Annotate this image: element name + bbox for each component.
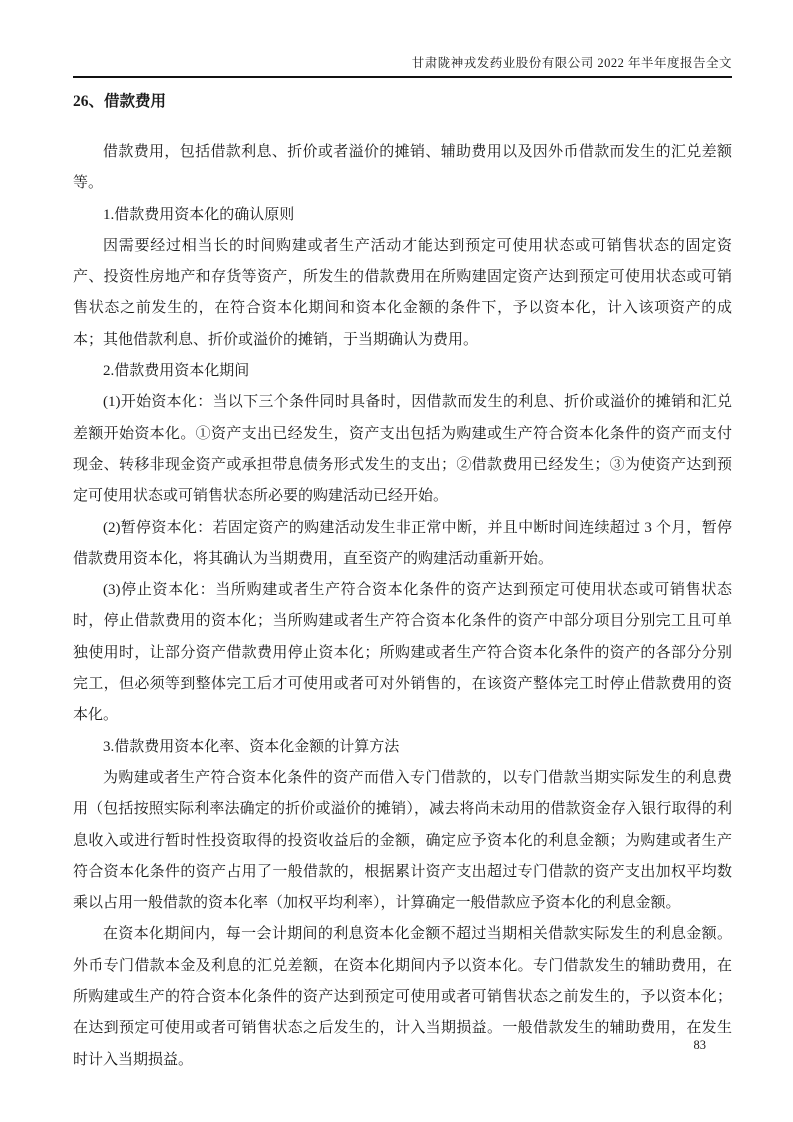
paragraph-recognition-principle: 因需要经过相当长的时间购建或者生产活动才能达到预定可使用状态或可销售状态的固定资产、投资性房地产和存货等资产，所发生的借款费用在所购建固定资产达到预定可使用状态或可销售状态之前发生的，在符合资本化期间和资本化金额的条件下，予以资本化，计入该项资产的成本；其他借款利息、折价或溢价的摊销，于当期确认为费用。 [73,237,732,348]
paragraph-subheading-3: 3.借款费用资本化率、资本化金额的计算方法 [103,738,400,755]
page-header [73,0,732,78]
paragraph-capitalization-period-limit: 在资本化期间内，每一会计期间的利息资本化金额不超过当期相关借款实际发生的利息金额。外币专门借款本金及利息的汇兑差额，在资本化期间内予以资本化。专门借款发生的辅助费用，在所购建或生产的符合资本化条件的资产达到预定可使用或者可销售状态之前发生的，予以资本化；在达到预定可使用或者可销售状态之后发生的，计入当期损益。一般借款发生的辅助费用，在发生时计入当期损益。 [73,926,732,1068]
paragraph-suspend-capitalization: (2)暂停资本化：若固定资产的购建活动发生非正常中断，并且中断时间连续超过 3 个月，暂停借款费用资本化，将其确认为当期费用，直至资产的购建活动重新开始。 [73,519,732,567]
header-title: 甘肃陇神戎发药业股份有限公司 2022 年半年度报告全文 [411,56,732,70]
section-borrowing-costs [73,92,732,1076]
section-heading: 26、借款费用 [73,93,167,110]
paragraph-subheading-1: 1.借款费用资本化的确认原则 [103,206,295,223]
paragraph-calculation-method: 为购建或者生产符合资本化条件的资产而借入专门借款的，以专门借款当期实际发生的利息费用（包括按照实际利率法确定的折价或溢价的摊销），减去将尚未动用的借款资金存入银行取得的利息收入或进行暂时性投资取得的投资收益后的金额，确定应予资本化的利息金额；为购建或者生产符合资本化条件的资产占用了一般借款的，根据累计资产支出超过专门借款的资产支出加权平均数乘以占用一般借款的资本化率（加权平均利率），计算确定一般借款应予资本化的利息金额。 [73,769,732,912]
paragraph-intro: 借款费用，包括借款利息、折价或者溢价的摊销、辅助费用以及因外币借款而发生的汇兑差额等。 [73,144,732,192]
paragraph-stop-capitalization: (3)停止资本化：当所购建或者生产符合资本化条件的资产达到预定可使用状态或可销售状态时，停止借款费用的资本化；当所购建或者生产符合资本化条件的资产中部分项目分别完工且可单独使用时，让部分资产借款费用停止资本化；所购建或者生产符合资本化条件的资产的各部分分别完工，但必须等到整体完工后才可使用或者可对外销售的，在该资产整体完工时停止借款费用的资本化。 [73,582,732,724]
page-number: 83 [693,1038,706,1052]
page-footer [694,1038,707,1053]
paragraph-subheading-2: 2.借款费用资本化期间 [103,363,250,380]
paragraph-start-capitalization: (1)开始资本化：当以下三个条件同时具备时，因借款而发生的利息、折价或溢价的摊销和汇兑差额开始资本化。①资产支出已经发生，资产支出包括为购建或生产符合资本化条件的资产而支付现金、转移非现金资产或承担带息债务形式发生的支出；②借款费用已经发生；③为使资产达到预定可使用状态或可销售状态所必要的购建活动已经开始。 [73,394,732,505]
